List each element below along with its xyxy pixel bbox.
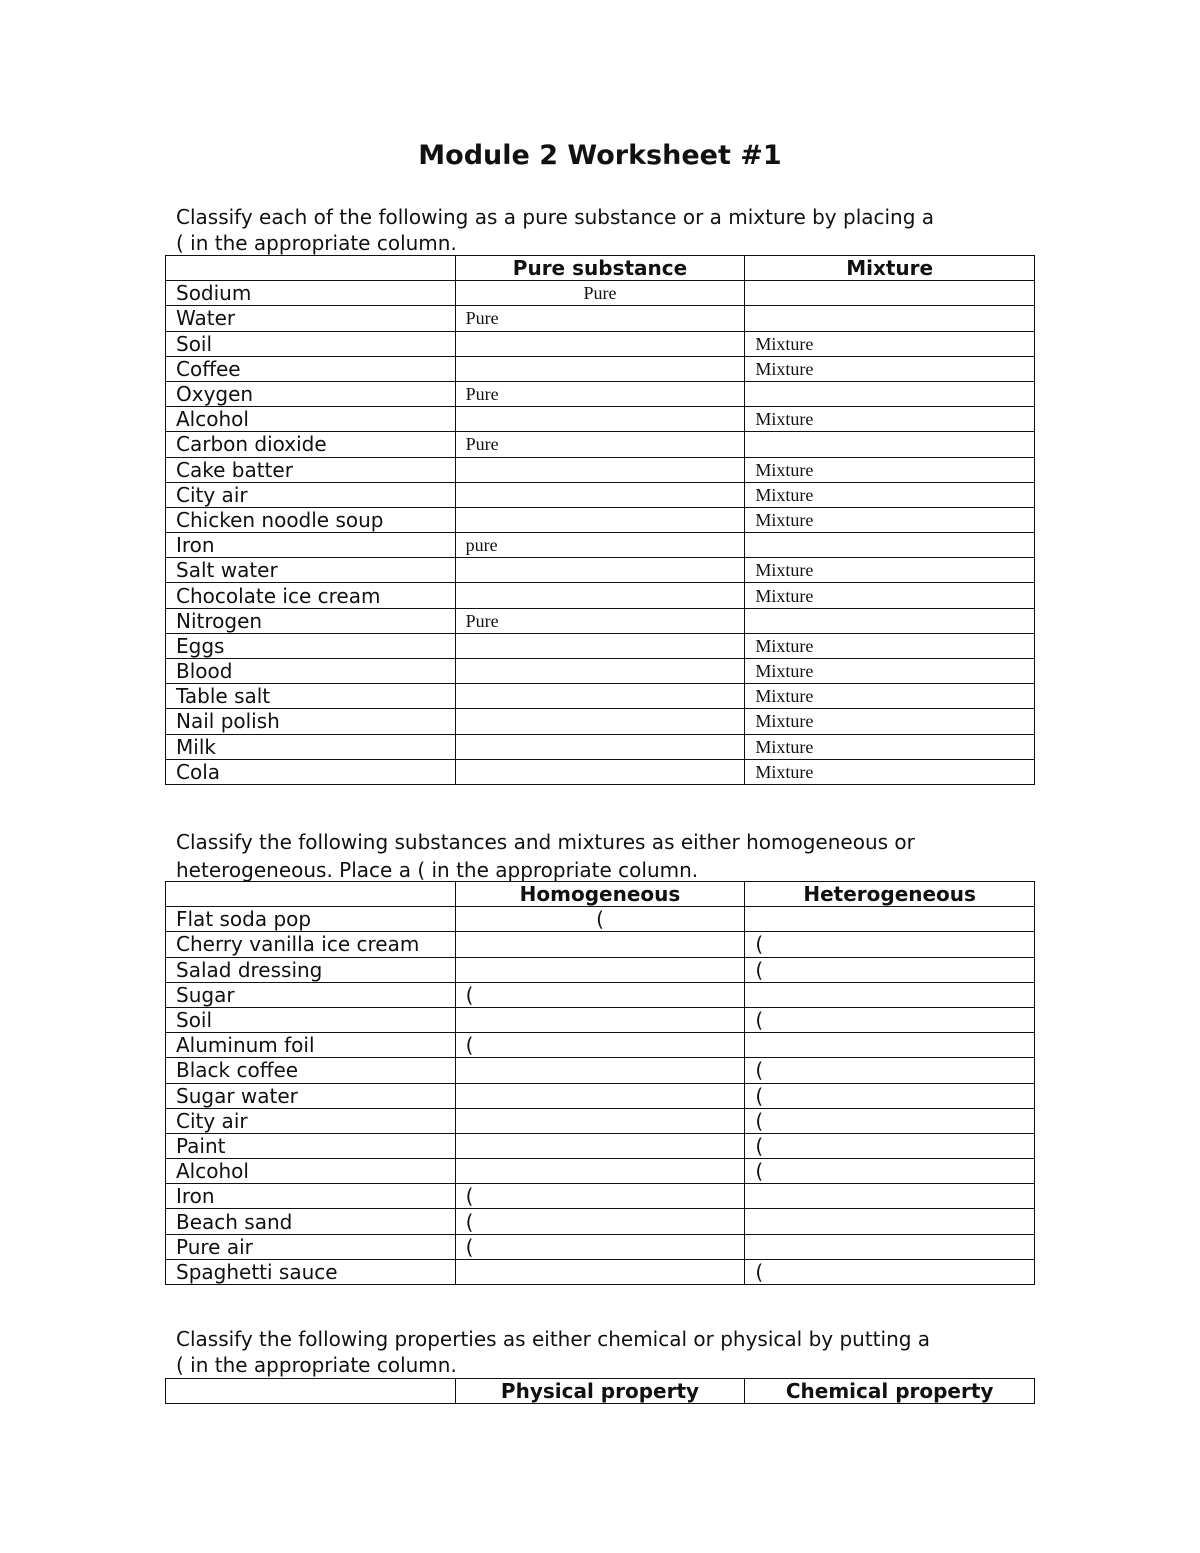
answer-cell: (: [745, 957, 1035, 982]
item-label: Alcohol: [166, 1159, 456, 1184]
item-label: Soil: [166, 1007, 456, 1032]
answer-cell: Mixture: [745, 709, 1035, 734]
answer-cell: [455, 507, 745, 532]
answer-cell: [745, 381, 1035, 406]
section1-instructions-line1: Classify each of the following as a pure substance or a mixture by placing a: [176, 205, 935, 229]
answer-cell: [455, 482, 745, 507]
answer-cell: [455, 1083, 745, 1108]
item-label: Sodium: [166, 281, 456, 306]
pure-mixture-header-row: [166, 256, 1035, 281]
answer-cell: Mixture: [745, 759, 1035, 784]
table-row: [166, 331, 1035, 356]
table-row: [166, 1108, 1035, 1133]
item-label: Milk: [166, 734, 456, 759]
item-label: Chicken noodle soup: [166, 507, 456, 532]
pure-mixture-table: [165, 255, 1035, 785]
answer-cell: [745, 907, 1035, 932]
table-row: [166, 533, 1035, 558]
answer-cell: [455, 759, 745, 784]
item-label: Black coffee: [166, 1058, 456, 1083]
item-label: Iron: [166, 1184, 456, 1209]
answer-cell: [455, 684, 745, 709]
header-cell: [166, 882, 456, 907]
answer-cell: [745, 533, 1035, 558]
section2-instructions: [176, 828, 1036, 884]
item-label: Sugar water: [166, 1083, 456, 1108]
section3-instructions-line1: Classify the following properties as either chemical or physical by putting a: [176, 1327, 931, 1351]
item-label: Eggs: [166, 633, 456, 658]
answer-cell: [745, 306, 1035, 331]
item-label: Nail polish: [166, 709, 456, 734]
answer-cell: Pure: [455, 281, 745, 306]
header-cell: Heterogeneous: [745, 882, 1035, 907]
answer-cell: Mixture: [745, 633, 1035, 658]
table-row: [166, 659, 1035, 684]
answer-cell: [745, 1209, 1035, 1234]
answer-cell: (: [455, 907, 745, 932]
item-label: Coffee: [166, 356, 456, 381]
item-label: Alcohol: [166, 407, 456, 432]
answer-cell: (: [745, 1108, 1035, 1133]
table-row: [166, 1234, 1035, 1259]
table-row: [166, 957, 1035, 982]
item-label: Salt water: [166, 558, 456, 583]
table-row: [166, 281, 1035, 306]
item-label: Cola: [166, 759, 456, 784]
homogeneous-heterogeneous-table: [165, 881, 1035, 1285]
answer-cell: [455, 659, 745, 684]
answer-cell: [455, 633, 745, 658]
section2-instructions-line1: Classify the following substances and mixtures as either homogeneous or: [176, 830, 915, 854]
answer-cell: [455, 407, 745, 432]
table-row: [166, 381, 1035, 406]
section1-instructions-line2: ( in the appropriate column.: [176, 231, 457, 255]
item-label: Cherry vanilla ice cream: [166, 932, 456, 957]
table-row: [166, 356, 1035, 381]
answer-cell: (: [745, 932, 1035, 957]
answer-cell: [745, 1033, 1035, 1058]
answer-cell: Mixture: [745, 331, 1035, 356]
header-cell: Physical property: [455, 1379, 745, 1404]
answer-cell: Mixture: [745, 684, 1035, 709]
answer-cell: (: [455, 1234, 745, 1259]
answer-cell: Mixture: [745, 457, 1035, 482]
table-row: [166, 907, 1035, 932]
answer-cell: [455, 558, 745, 583]
table-row: [166, 734, 1035, 759]
page-title: Module 2 Worksheet #1: [418, 140, 782, 171]
answer-cell: [745, 1234, 1035, 1259]
item-label: Paint: [166, 1133, 456, 1158]
answer-cell: [455, 1007, 745, 1032]
item-label: Blood: [166, 659, 456, 684]
answer-cell: [455, 1133, 745, 1158]
header-cell: [166, 256, 456, 281]
answer-cell: (: [745, 1083, 1035, 1108]
answer-cell: [455, 709, 745, 734]
answer-cell: (: [745, 1007, 1035, 1032]
answer-cell: (: [455, 1184, 745, 1209]
table-row: [166, 1184, 1035, 1209]
item-label: Water: [166, 306, 456, 331]
answer-cell: Mixture: [745, 482, 1035, 507]
answer-cell: [455, 457, 745, 482]
table-row: [166, 457, 1035, 482]
answer-cell: [455, 583, 745, 608]
item-label: Pure air: [166, 1234, 456, 1259]
table-row: [166, 1083, 1035, 1108]
table-row: [166, 407, 1035, 432]
answer-cell: pure: [455, 533, 745, 558]
answer-cell: Mixture: [745, 558, 1035, 583]
section2-instructions-line2: heterogeneous. Place a ( in the appropriate column.: [176, 858, 699, 882]
table-row: [166, 1033, 1035, 1058]
homo-hetero-header-row: [166, 882, 1035, 907]
table-row: [166, 1259, 1035, 1284]
item-label: Carbon dioxide: [166, 432, 456, 457]
item-label: City air: [166, 482, 456, 507]
physical-chemical-table: [165, 1378, 1035, 1404]
item-label: Oxygen: [166, 381, 456, 406]
answer-cell: [745, 982, 1035, 1007]
answer-cell: [455, 734, 745, 759]
answer-cell: (: [455, 1209, 745, 1234]
answer-cell: [455, 957, 745, 982]
item-label: Flat soda pop: [166, 907, 456, 932]
answer-cell: [455, 932, 745, 957]
header-cell: Mixture: [745, 256, 1035, 281]
item-label: Chocolate ice cream: [166, 583, 456, 608]
answer-cell: (: [745, 1159, 1035, 1184]
table-row: [166, 1007, 1035, 1032]
answer-cell: Mixture: [745, 734, 1035, 759]
answer-cell: [455, 1259, 745, 1284]
answer-cell: [745, 432, 1035, 457]
answer-cell: [745, 281, 1035, 306]
item-label: City air: [166, 1108, 456, 1133]
item-label: Beach sand: [166, 1209, 456, 1234]
item-label: Spaghetti sauce: [166, 1259, 456, 1284]
answer-cell: [455, 1108, 745, 1133]
answer-cell: Pure: [455, 432, 745, 457]
table-row: [166, 432, 1035, 457]
header-cell: Chemical property: [745, 1379, 1035, 1404]
table-row: [166, 1133, 1035, 1158]
answer-cell: [745, 608, 1035, 633]
answer-cell: [455, 331, 745, 356]
table-row: [166, 684, 1035, 709]
answer-cell: (: [745, 1133, 1035, 1158]
answer-cell: [455, 1159, 745, 1184]
item-label: Salad dressing: [166, 957, 456, 982]
table-row: [166, 306, 1035, 331]
answer-cell: Mixture: [745, 356, 1035, 381]
table-row: [166, 1209, 1035, 1234]
answer-cell: [455, 356, 745, 381]
answer-cell: Pure: [455, 608, 745, 633]
answer-cell: Mixture: [745, 407, 1035, 432]
item-label: Sugar: [166, 982, 456, 1007]
table-row: [166, 1159, 1035, 1184]
item-label: Soil: [166, 331, 456, 356]
answer-cell: [745, 1184, 1035, 1209]
header-cell: Pure substance: [455, 256, 745, 281]
answer-cell: (: [455, 982, 745, 1007]
table-row: [166, 482, 1035, 507]
item-label: Cake batter: [166, 457, 456, 482]
table-row: [166, 633, 1035, 658]
table-row: [166, 558, 1035, 583]
answer-cell: Mixture: [745, 507, 1035, 532]
answer-cell: Pure: [455, 306, 745, 331]
phys-chem-header-row: [166, 1379, 1035, 1404]
item-label: Aluminum foil: [166, 1033, 456, 1058]
item-label: Nitrogen: [166, 608, 456, 633]
item-label: Table salt: [166, 684, 456, 709]
answer-cell: (: [745, 1058, 1035, 1083]
section3-instructions-line2: ( in the appropriate column.: [176, 1353, 457, 1377]
section3-instructions: [176, 1326, 1036, 1378]
table-row: [166, 1058, 1035, 1083]
table-row: [166, 583, 1035, 608]
header-cell: Homogeneous: [455, 882, 745, 907]
answer-cell: Mixture: [745, 583, 1035, 608]
table-row: [166, 759, 1035, 784]
table-row: [166, 608, 1035, 633]
answer-cell: Pure: [455, 381, 745, 406]
header-cell: [166, 1379, 456, 1404]
answer-cell: Mixture: [745, 659, 1035, 684]
table-row: [166, 932, 1035, 957]
table-row: [166, 982, 1035, 1007]
section1-instructions: [176, 204, 1036, 256]
answer-cell: [455, 1058, 745, 1083]
table-row: [166, 709, 1035, 734]
table-row: [166, 507, 1035, 532]
answer-cell: (: [745, 1259, 1035, 1284]
item-label: Iron: [166, 533, 456, 558]
answer-cell: (: [455, 1033, 745, 1058]
